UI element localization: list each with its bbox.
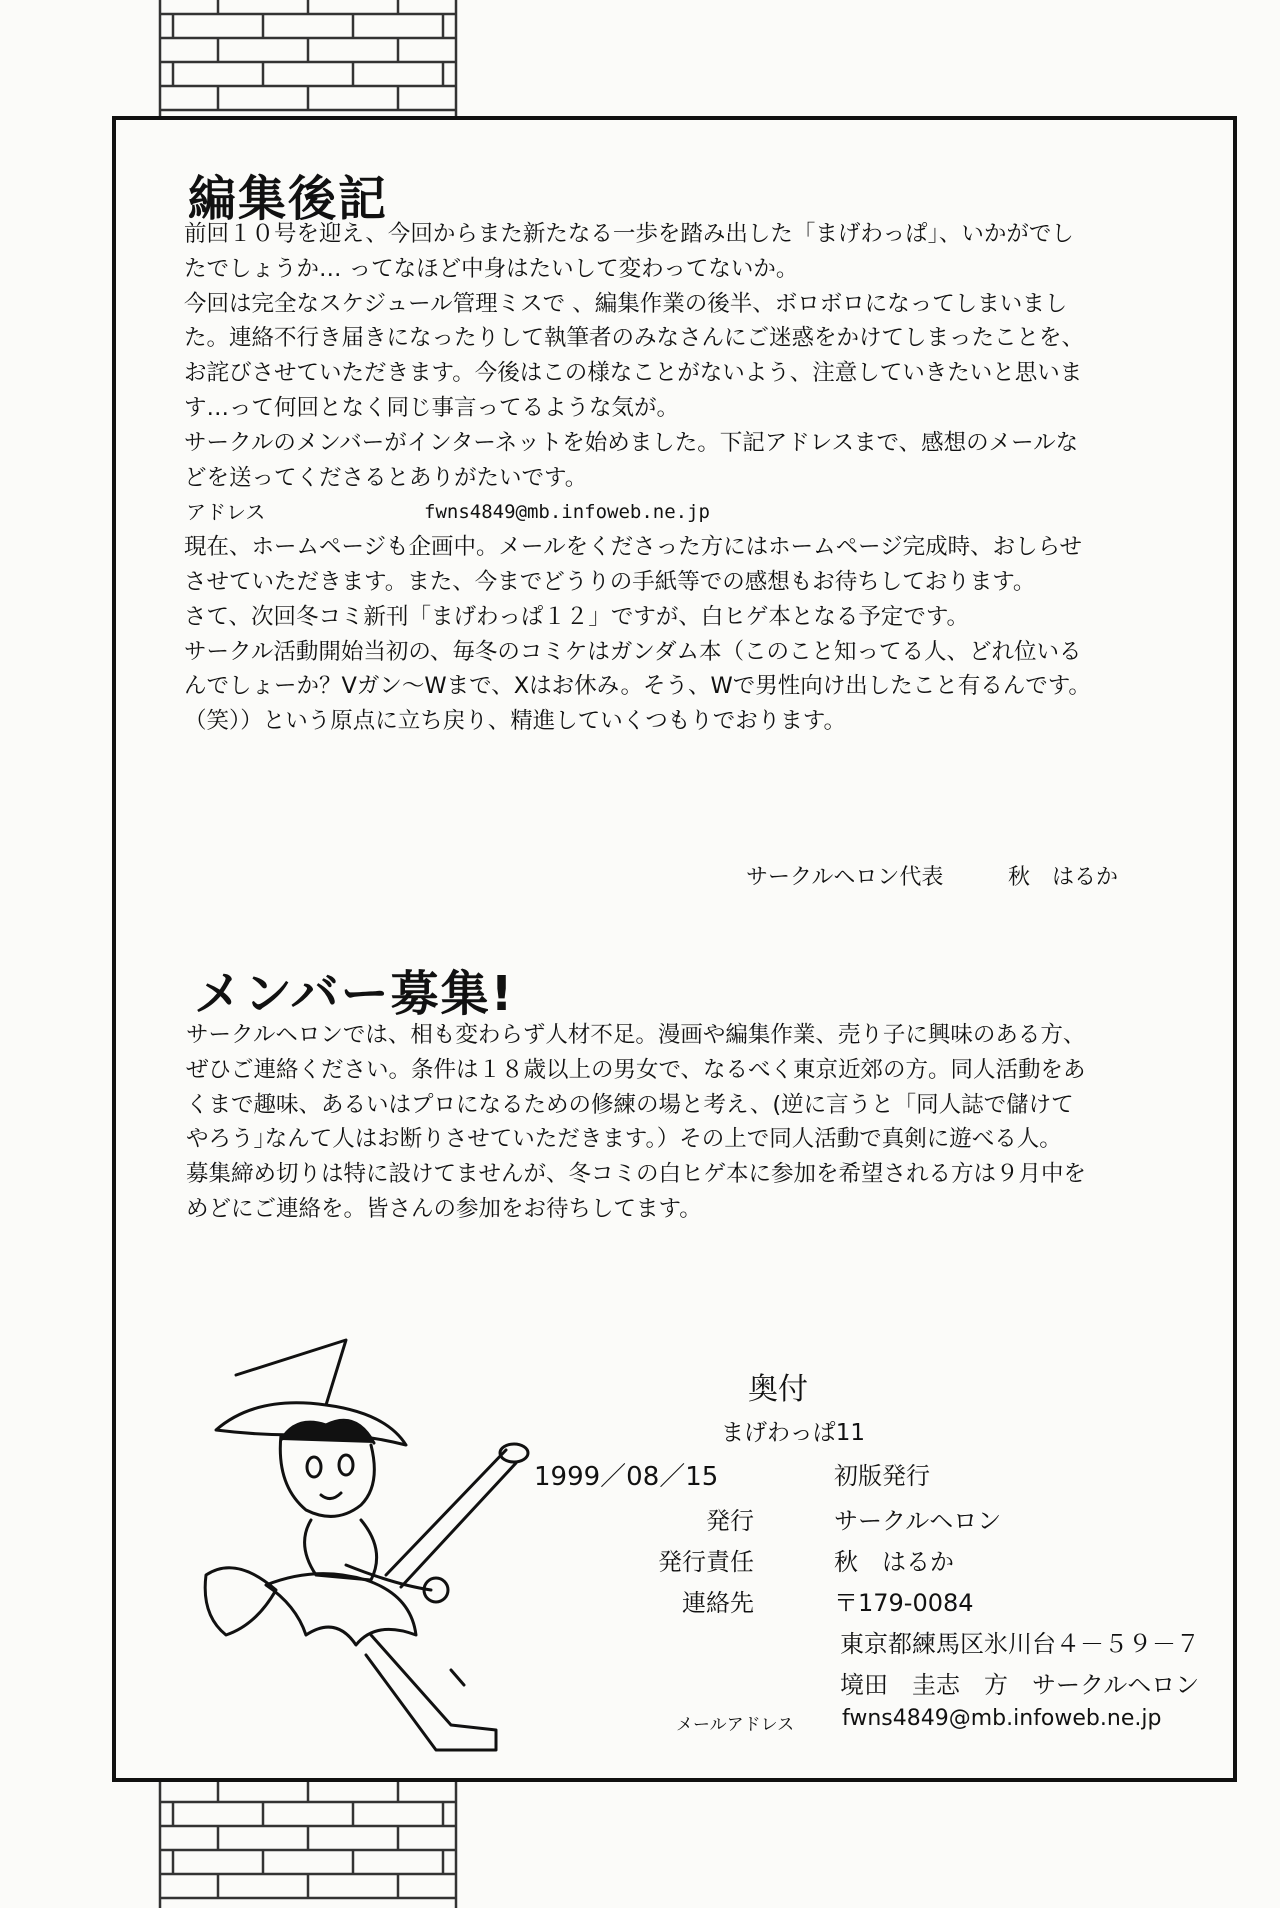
brick-wall-bottom: [158, 1780, 458, 1908]
editorial-line: サークル活動開始当初の、毎冬のコミケはガンダム本（このこと知ってる人、どれ位いる: [184, 638, 1082, 665]
contact-label: 連絡先: [682, 1589, 754, 1617]
address-label: アドレス: [186, 500, 266, 525]
recruit-body: [186, 1018, 1186, 1227]
colophon-edition: 初版発行: [834, 1462, 930, 1490]
recruit-line: くまで趣味、あるいはプロになるための修練の場と考え、(逆に言うと「同人誌で儲けて: [186, 1091, 1074, 1118]
recruit-heading: メンバー募集!: [194, 966, 515, 1022]
email-label: メールアドレス: [676, 1715, 795, 1735]
editorial-body: [184, 217, 1184, 739]
publisher-label: 発行: [706, 1507, 754, 1535]
editorial-line: 現在、ホームページも企画中。メールをくださった方にはホームページ完成時、おしらせ: [184, 534, 1082, 561]
editorial-line: （笑））という原点に立ち戻り、精進していくつもりでおります。: [184, 708, 846, 735]
editorial-line: サークルのメンバーがインターネットを始めました。下記アドレスまで、感想のメールな: [184, 429, 1079, 456]
brick-wall-top: [158, 0, 458, 122]
editorial-line: たでしょうか… ってなほど中身はたいして変わってないか。: [184, 255, 799, 282]
responsible-value: 秋 はるか: [834, 1548, 954, 1576]
responsible-label: 発行責任: [658, 1548, 754, 1576]
editorial-line: どを送ってくださるとありがたいです。: [184, 464, 588, 491]
recruit-line: めどにご連絡を。皆さんの参加をお待ちしてます。: [186, 1195, 702, 1222]
editorial-line: さて、次回冬コミ新刊「まげわっぱ１２」ですが、白ヒゲ本となる予定です。: [184, 603, 970, 630]
editorial-line: す…って何回となく同じ事言ってるような気が。: [184, 394, 680, 421]
contact-care-of: 境田 圭志 方 サークルヘロン: [840, 1671, 1200, 1699]
editorial-line: 今回は完全なスケジュール管理ミスで 、編集作業の後半、ボロボロになってしまいまし: [184, 290, 1068, 317]
editorial-line: お詫びさせていただきます。今後はこの様なことがないよう、注意していきたいと思いま: [184, 360, 1083, 387]
email-value[interactable]: fwns4849@mb.infoweb.ne.jp: [842, 1706, 1162, 1731]
editorial-line: 前回１０号を迎え、今回からまた新たなる一歩を踏み出した「まげわっぱ」、いかがでし: [184, 221, 1074, 247]
editorial-line: た。連絡不行き届きになったりして執筆者のみなさんにご迷惑をかけてしまったことを、: [184, 325, 1085, 352]
signature-role: サークルヘロン代表: [746, 865, 944, 890]
address-email[interactable]: fwns4849@mb.infoweb.ne.jp: [424, 501, 710, 524]
editorial-heading: 編集後記: [188, 171, 389, 227]
colophon-book-title: まげわっぱ11: [721, 1420, 866, 1446]
colophon-date: 1999／08／15: [534, 1462, 719, 1492]
editorial-line: させていただきます。また、今までどうりの手紙等での感想もお待ちしております。: [184, 568, 1036, 595]
recruit-line: やろう｣なんて人はお断りさせていただきます。）その上で同人活動で真剣に遊べる人。: [186, 1126, 1062, 1153]
contact-postal: 〒179-0084: [834, 1589, 974, 1617]
colophon-title: 奥付: [748, 1372, 808, 1407]
address-row: [184, 495, 1184, 530]
contact-address: 東京都練馬区氷川台４－５９－７: [840, 1630, 1200, 1658]
editorial-line: んでしょーか？Vガン～Wまで、Xはお休み。そう、Wで男性向け出したこと有るんです。: [184, 673, 1091, 700]
recruit-line: サークルヘロンでは、相も変わらず人材不足。漫画や編集作業、売り子に興味のある方、: [186, 1022, 1086, 1048]
publisher-value: サークルヘロン: [834, 1507, 1002, 1535]
recruit-line: 募集締め切りは特に設けてませんが、冬コミの白ヒゲ本に参加を希望される方は９月中を: [186, 1161, 1087, 1188]
signature-name: 秋 はるか: [1008, 865, 1119, 890]
recruit-line: ぜひご連絡ください。条件は１８歳以上の男女で、なるべく東京近郊の方。同人活動をあ: [186, 1056, 1086, 1083]
content-frame: [112, 116, 1237, 1782]
